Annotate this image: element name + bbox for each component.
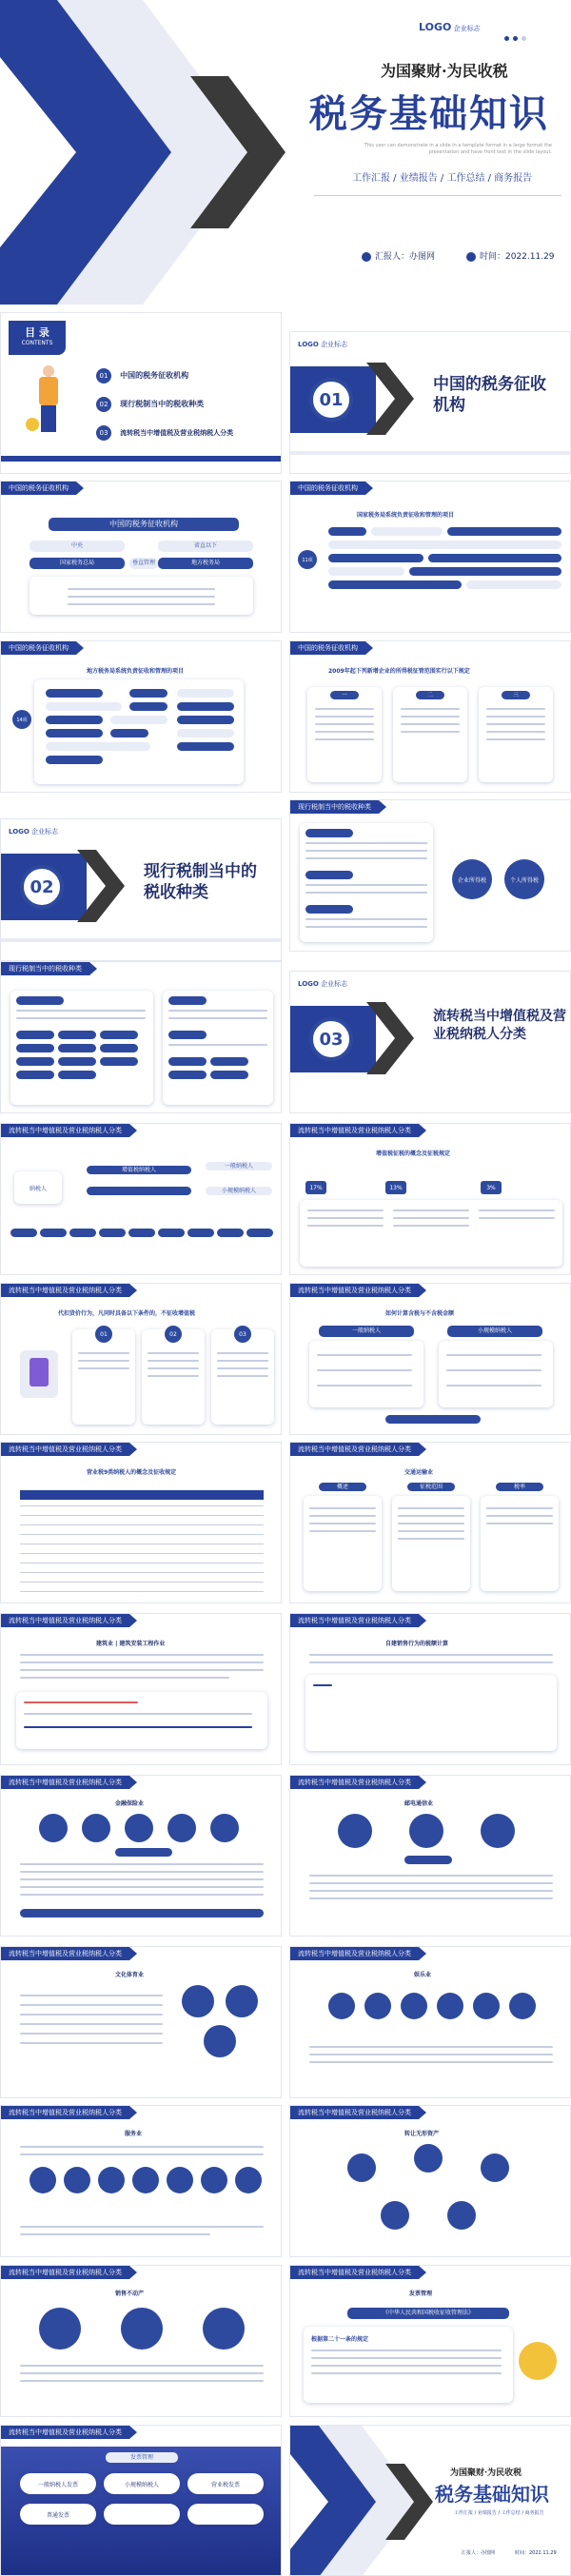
finance-footer-pill: [20, 1909, 264, 1917]
invoice-type-6[interactable]: [187, 2504, 264, 2525]
logo-sub: 企业标志: [31, 828, 59, 836]
s1-2009-slide[interactable]: [289, 640, 571, 793]
phone-illustration-icon: [20, 1350, 58, 1398]
kinds-box-right: [163, 991, 273, 1105]
service-circle-5: [167, 2167, 193, 2193]
section-title: 流转税当中增值税及营业税纳税人分类: [433, 1009, 566, 1042]
section-logo: [298, 340, 347, 349]
toc-bottom-band: [1, 456, 282, 462]
general-taxpayer-pill: 一般纳税人: [206, 1162, 272, 1170]
slide-header: 流转税当中增值税及营业税纳税人分类: [1, 2106, 129, 2119]
s1-national-slide[interactable]: [289, 481, 571, 633]
toc-item-1[interactable]: [96, 365, 188, 383]
realestate-circle-3: [203, 2308, 245, 2350]
s3-self-build-slide[interactable]: [289, 1613, 571, 1765]
slide-header: 流转税当中增值税及营业税纳税人分类: [290, 2266, 419, 2279]
invoice-type-2[interactable]: 小规模纳税人: [104, 2473, 180, 2494]
toc-badge: [9, 321, 66, 355]
transport-col-1: 概述: [319, 1483, 366, 1491]
agent-num-1: 01: [95, 1326, 112, 1343]
finance-circle-3: [125, 1814, 153, 1842]
toc-num-3: 03: [96, 425, 111, 441]
section-01-slide[interactable]: [289, 331, 571, 474]
toc-title-en: CONTENTS: [21, 340, 53, 346]
slide-header: 流转税当中增值税及营业税纳税人分类: [290, 2106, 419, 2119]
rule-col-1-label: 一: [330, 691, 359, 699]
s3-calc-slide[interactable]: [289, 1283, 571, 1435]
telecom-rate-pill: [404, 1856, 452, 1864]
transport-col-2: 征税范围: [407, 1483, 455, 1491]
toc-label-3: 流转税当中增值税及营业税纳税人分类: [120, 428, 234, 437]
s3-invoice-slide[interactable]: [289, 2265, 571, 2417]
agency-item-central: 中央: [30, 541, 125, 552]
s2-income-slide[interactable]: [289, 799, 571, 952]
slide-header: 流转税当中增值税及营业税纳税人分类: [290, 1284, 419, 1297]
ent-circle-3: [401, 1993, 427, 2019]
slide-subtitle: 2009年起下列新增企业的所得税征管范围实行以下规定: [328, 668, 470, 675]
s3-entertainment-slide[interactable]: [289, 1946, 571, 2098]
invoice-box: [304, 2327, 513, 2403]
section-02-slide[interactable]: [0, 818, 282, 961]
s3-transport-slide[interactable]: [289, 1442, 571, 1603]
s2-kinds-slide[interactable]: [0, 961, 282, 1113]
slide-header: 中国的税务征收机构: [1, 482, 76, 495]
national-row-5b: [466, 580, 561, 589]
intangible-circle-2: [414, 2144, 443, 2173]
agent-num-3: 03: [234, 1326, 251, 1343]
person-illustration-icon: [30, 365, 68, 442]
slide-subtitle: 营业税9类纳税人的概念及征收规定: [87, 1469, 177, 1476]
realestate-circle-2: [121, 2308, 163, 2350]
s3-taxpayer-tree-slide[interactable]: [0, 1123, 282, 1275]
s3-service-slide[interactable]: [0, 2105, 282, 2257]
calc-general-header: 一般纳税人: [319, 1326, 414, 1337]
national-row-3: [328, 554, 423, 562]
calc-box-right: [439, 1341, 553, 1407]
invoice-type-3[interactable]: 营业税发票: [187, 2473, 264, 2494]
invoice-types-title: 发票管理: [106, 2452, 178, 2463]
agency-item-province: 省直以下: [158, 541, 253, 552]
rule-col-3-label: 三: [502, 691, 530, 699]
ent-circle-2: [364, 1993, 391, 2019]
s3-invoice-types-slide[interactable]: [0, 2425, 282, 2576]
s3-agent-slide[interactable]: [0, 1283, 282, 1435]
s3-intangible-slide[interactable]: [289, 2105, 571, 2257]
invoice-sub: 根据第二十一条的规定: [311, 2336, 369, 2343]
section-03-slide[interactable]: [289, 971, 571, 1113]
telecom-circle-1: [338, 1814, 372, 1848]
count-badge: 14项: [12, 710, 31, 729]
slide-header: 现行税制当中的税收种类: [290, 800, 379, 814]
national-row-4: [328, 567, 404, 576]
slide-subtitle: 发票管理: [409, 2291, 433, 2297]
slide-header: 流转税当中增值税及营业税纳税人分类: [1, 1614, 129, 1627]
slide-subtitle: 如何计算含税与不含税金额: [385, 1310, 455, 1317]
slide-header: 流转税当中增值税及营业税纳税人分类: [1, 1443, 129, 1456]
invoice-type-5[interactable]: [104, 2504, 180, 2525]
section-number: 03: [309, 1017, 353, 1061]
ent-circle-5: [473, 1993, 500, 2019]
end-title: 税务基础知识: [435, 2483, 549, 2506]
slide-header: 流转税当中增值税及营业税纳税人分类: [290, 1443, 419, 1456]
invoice-type-1[interactable]: 一般纳税人发票: [20, 2473, 96, 2494]
logo-sub: 企业标志: [321, 980, 348, 988]
calc-footer-pill: [385, 1415, 481, 1424]
logo-text: LOGO: [298, 980, 319, 988]
cover-fine-print: This user can demonstrate in a slide in a template format in a large format the presentation and have front text in the slide layout.: [364, 143, 552, 155]
ent-circle-4: [437, 1993, 463, 2019]
slide-subtitle: 邮电通信业: [404, 1800, 434, 1807]
slide-subtitle: 娱乐业: [414, 1972, 432, 1978]
calc-small-header: 小规模纳税人: [447, 1326, 542, 1337]
section-chevron: [77, 850, 153, 926]
agent-col-2: [142, 1329, 205, 1425]
rule-col-2: [393, 687, 467, 782]
agency-item-national: 国家税务总局: [30, 558, 125, 569]
ent-circle-1: [328, 1993, 355, 2019]
section-number: 02: [20, 865, 64, 909]
rate-17-badge: 17%: [305, 1181, 326, 1194]
section-title: 中国的税务征收机构: [433, 375, 546, 415]
agent-num-2: 02: [165, 1326, 182, 1343]
toc-slide[interactable]: [0, 312, 282, 474]
s3-construction-slide[interactable]: [0, 1613, 282, 1765]
kinds-box-left: [10, 991, 153, 1105]
finance-circle-4: [167, 1814, 196, 1842]
reporter-text: 汇报人：办图网: [375, 252, 436, 262]
toc-title: 目 录: [25, 326, 49, 339]
agent-col-3: [211, 1329, 274, 1425]
slide-header: 流转税当中增值税及营业税纳税人分类: [290, 1776, 419, 1789]
slide-subtitle: 增值税征税的概念及征税规定: [376, 1150, 451, 1157]
service-circle-4: [132, 2167, 159, 2193]
toc-label-1: 中国的税务征收机构: [120, 371, 189, 380]
slide-header: 流转税当中增值税及营业税纳税人分类: [290, 1947, 419, 1960]
section-bottom-line: [1, 938, 282, 942]
toc-item-3[interactable]: [96, 423, 233, 441]
finance-circle-1: [39, 1814, 68, 1842]
national-row-4b: [409, 567, 561, 576]
slide-subtitle: 文化体育业: [115, 1972, 145, 1978]
logo-sub: 企业标志: [453, 25, 481, 32]
intangible-circle-1: [347, 2153, 376, 2182]
logo-text: LOGO: [298, 341, 319, 348]
culture-circle-2: [226, 1985, 258, 2017]
transport-box-1: [304, 1496, 382, 1591]
self-build-box: [305, 1675, 557, 1751]
slide-header: 流转税当中增值税及营业税纳税人分类: [1, 2266, 129, 2279]
vat-rate-box: [300, 1200, 562, 1267]
count-badge: 11项: [298, 550, 317, 569]
slide-header: 流转税当中增值税及营业税纳税人分类: [290, 1614, 419, 1627]
finance-circle-2: [82, 1814, 110, 1842]
national-row-1: [328, 527, 366, 536]
service-circle-3: [98, 2167, 125, 2193]
realestate-circle-1: [39, 2308, 81, 2350]
agency-item-local: 地方税务局: [158, 558, 253, 569]
tree-row-a: [87, 1187, 191, 1195]
service-circle-6: [201, 2167, 227, 2193]
cover-slide[interactable]: [0, 0, 571, 305]
slide-subtitle: 建筑业 | 建筑安装工程作业: [96, 1641, 166, 1647]
logo-text: LOGO: [9, 828, 30, 836]
cover-slogan: 为国聚财·为民收税: [381, 62, 508, 80]
slide-header: 流转税当中增值税及营业税纳税人分类: [1, 1776, 129, 1789]
logo-text: LOGO: [419, 21, 452, 33]
agency-item-vertical: 垂直管理: [129, 558, 158, 569]
section-chevron: [366, 1002, 443, 1078]
intangible-circle-5: [447, 2201, 476, 2230]
rule-col-1: [307, 687, 382, 782]
s3-business-tax-table-slide[interactable]: [0, 1442, 282, 1603]
section-chevron: [366, 363, 443, 439]
slide-header: 流转税当中增值税及营业税纳税人分类: [1, 2426, 129, 2439]
end-time: 时间：2022.11.29: [515, 2550, 557, 2556]
agency-text-box: [30, 577, 253, 615]
national-row-3b: [428, 554, 561, 562]
slide-subtitle: 自建销售行为的税额计算: [385, 1641, 449, 1647]
slide-header: 流转税当中增值税及营业税纳税人分类: [290, 1124, 419, 1137]
slide-header: 现行税制当中的税收种类: [1, 962, 89, 975]
end-reporter: 汇报人：办图网: [462, 2550, 496, 2556]
telecom-circle-2: [409, 1814, 443, 1848]
s1-agency-slide[interactable]: [0, 481, 282, 633]
slide-subtitle: 金融保险业: [115, 1800, 145, 1807]
user-icon: [362, 252, 371, 262]
agent-col-1: [72, 1329, 135, 1425]
tree-bottom-row: [10, 1229, 273, 1242]
clock-icon: [466, 252, 476, 262]
slide-subtitle: 服务业: [125, 2131, 143, 2137]
culture-circle-3: [204, 2025, 236, 2057]
finance-rate-pill: [115, 1848, 172, 1857]
intangible-circle-3: [481, 2153, 509, 2182]
transport-box-3: [481, 1496, 559, 1591]
finance-circle-5: [210, 1814, 239, 1842]
cover-subtitle: 工作汇报 / 业绩报告 / 工作总结 / 商务报告: [352, 173, 533, 184]
slide-header: 中国的税务征收机构: [290, 641, 365, 655]
cover-dots: [504, 27, 526, 45]
section-title: 现行税制当中的税收种类: [144, 862, 257, 902]
slide-subtitle: 交通运输业: [404, 1469, 434, 1476]
cover-reporter: [362, 249, 435, 262]
logo-sub: 企业标志: [321, 341, 348, 348]
end-subtitle: 工作汇报 / 业绩报告 / 工作总结 / 商务报告: [454, 2510, 544, 2516]
transport-box-2: [392, 1496, 470, 1591]
slide-header: 中国的税务征收机构: [1, 641, 76, 655]
invoice-law-pill: 《中华人民共和国税收征收管理法》: [347, 2308, 509, 2319]
telecom-circle-3: [481, 1814, 515, 1848]
money-bag-icon: [519, 2342, 557, 2380]
vat-taxpayer-pill: 增值税纳税人: [87, 1166, 191, 1174]
slide-header: 中国的税务征收机构: [290, 482, 365, 495]
slide-subtitle: 代扣货价行为，凡同时具备以下条件的，不征收增值税: [58, 1310, 196, 1317]
cover-logo: [419, 21, 481, 33]
income-text-box: [300, 823, 433, 942]
end-slide[interactable]: [289, 2425, 571, 2576]
slide-header: 流转税当中增值税及营业税纳税人分类: [1, 1284, 129, 1297]
slide-subtitle: 地方税务局系统负责征收和管理的项目: [87, 668, 185, 675]
cover-time: [466, 249, 555, 262]
s3-realestate-slide[interactable]: [0, 2265, 282, 2417]
rate-13-badge: 13%: [385, 1181, 406, 1194]
calc-box-left: [309, 1341, 423, 1407]
section-bottom-line: [290, 451, 571, 455]
time-text: 时间：2022.11.29: [480, 252, 555, 262]
section-logo: [9, 827, 58, 836]
rate-3-badge: 3%: [481, 1181, 502, 1194]
toc-label-2: 现行税制当中的税收种类: [120, 400, 205, 408]
s3-vat-rate-slide[interactable]: [289, 1123, 571, 1275]
toc-num-1: 01: [96, 368, 111, 383]
cover-title: 税务基础知识: [309, 91, 549, 136]
slide-subtitle: 销售不动产: [115, 2291, 145, 2297]
small-taxpayer-pill: 小规模纳税人: [206, 1187, 272, 1195]
toc-num-2: 02: [96, 397, 111, 412]
s3-finance-slide[interactable]: [0, 1775, 282, 1937]
slide-subtitle: 国家税务局系统负责征收和管理的项目: [357, 512, 455, 519]
intangible-circle-4: [381, 2201, 409, 2230]
national-row-1b: [371, 527, 443, 536]
rule-col-3: [479, 687, 553, 782]
personal-income-tax-circle: 个人所得税: [504, 859, 544, 899]
tax-table: [20, 1490, 264, 1593]
cover-divider: [314, 195, 561, 196]
slide-header: 流转税当中增值税及营业税纳税人分类: [1, 1947, 129, 1960]
transport-col-3: 税率: [496, 1483, 543, 1491]
service-circle-7: [235, 2167, 262, 2193]
service-circle-1: [30, 2167, 56, 2193]
taxpayer-root: 纳税人: [14, 1171, 62, 1204]
ent-circle-6: [509, 1993, 536, 2019]
enterprise-income-tax-circle: 企业所得税: [452, 859, 492, 899]
section-number: 01: [309, 378, 353, 422]
invoice-type-4[interactable]: 普通发票: [20, 2504, 96, 2525]
national-row-2: [328, 541, 561, 549]
s3-telecom-slide[interactable]: [289, 1775, 571, 1937]
national-row-1c: [447, 527, 561, 536]
section-logo: [298, 979, 347, 989]
end-slogan: 为国聚财·为民收税: [450, 2468, 522, 2478]
rule-col-2-label: 二: [416, 691, 444, 699]
slide-header: 流转税当中增值税及营业税纳税人分类: [1, 1124, 129, 1137]
agency-title-pill: 中国的税务征收机构: [49, 518, 239, 531]
s1-local-slide[interactable]: [0, 640, 282, 793]
service-circle-2: [64, 2167, 90, 2193]
toc-item-2[interactable]: [96, 394, 204, 412]
s3-culture-slide[interactable]: [0, 1946, 282, 2098]
national-row-5: [328, 580, 462, 589]
local-items-box: [34, 679, 244, 784]
culture-circle-1: [182, 1985, 214, 2017]
slide-subtitle: 转让无形资产: [404, 2131, 440, 2137]
construction-formula-box: [16, 1692, 267, 1749]
